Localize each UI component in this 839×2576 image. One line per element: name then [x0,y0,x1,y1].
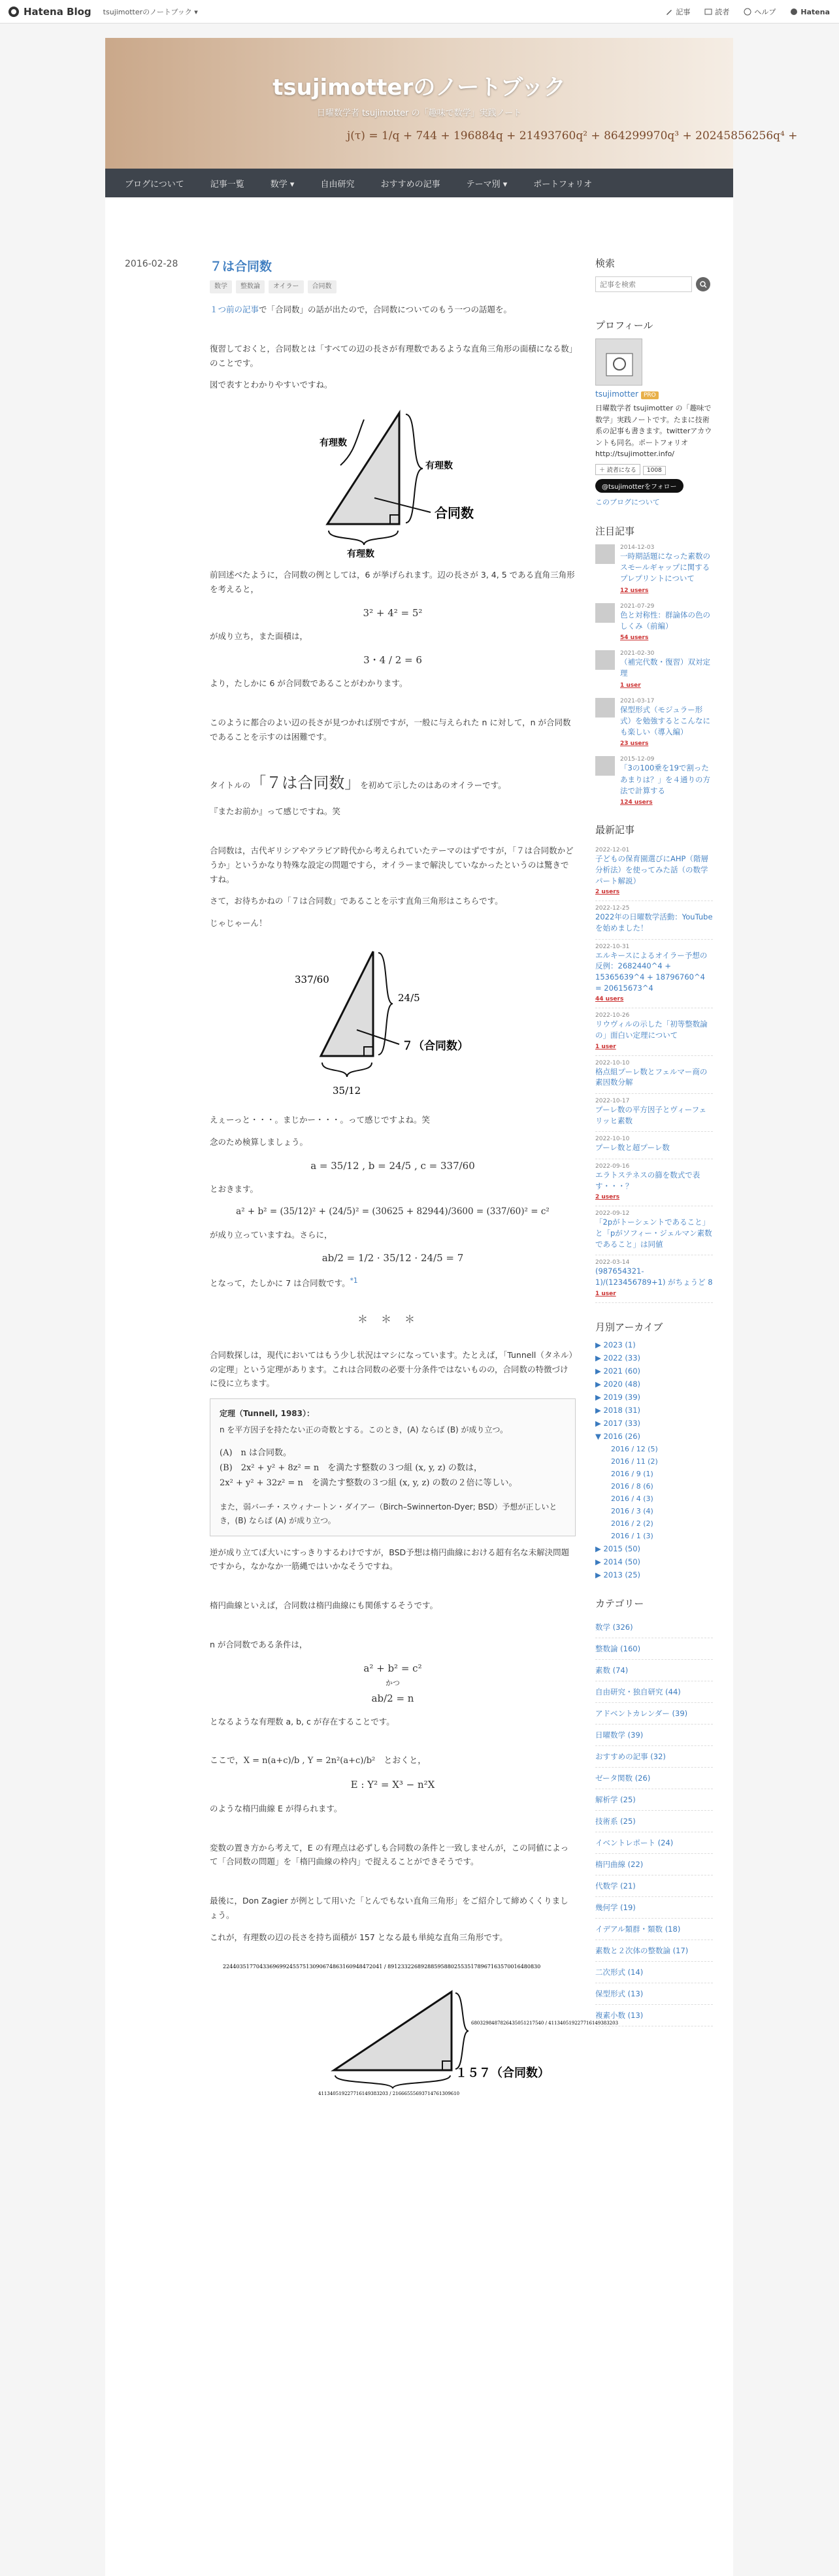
blog-header [105,38,798,169]
recent-users[interactable]: 44 users [595,996,624,1003]
recent-date: 2022-12-01 [595,847,630,854]
archive-month[interactable]: 2016 / 9 (1) [611,1469,653,1478]
archive-year-2016[interactable]: ▼ 2016 (26) [595,1431,641,1441]
category-item[interactable]: アドベントカレンダー (39) [595,1703,713,1725]
category-item[interactable]: 楕円曲線 (22) [595,1854,713,1875]
curve-paragraph: のような楕円曲線 E が得られます。 [210,1803,342,1813]
featured-item[interactable] [595,756,713,806]
theorem-lead: n を平方因子を持たない正の奇数とする。このとき，(A) ならば (B) が成り立つ。 [220,1425,508,1435]
nav-archive[interactable]: 記事一覧 [210,179,244,190]
archive-month[interactable]: 2016 / 2 (2) [611,1519,653,1528]
nav-about[interactable]: ブログについて [125,179,184,190]
recent-link[interactable]: エラトステネスの篩を数式で表す・・・？ [595,1170,700,1191]
jaan-paragraph: じゃじゃーん！ [210,918,267,929]
featured-item[interactable] [595,698,713,748]
recent-date: 2022-10-26 [595,1012,630,1019]
archive-year[interactable]: ▶ 2018 (31) [595,1405,641,1415]
category-item[interactable]: 複素小数 (13) [595,2005,713,2026]
zagier-paragraph: 最後に，Don Zagier が例として用いた「とんでもない直角三角形」をご紹介して締めくくりましょう。 [210,1896,568,1921]
tunnell-theorem-box [210,1398,576,1536]
category-section [595,1596,713,2026]
article-tags [210,280,576,293]
global-nav [105,169,733,197]
category-item[interactable]: 保型形式 (13) [595,1983,713,2005]
triangle-figure-7 [210,938,576,1108]
featured-users[interactable]: 12 users [620,587,649,594]
hatena-logo-icon [8,6,20,18]
figure-intro: 図で表すとわかりやすいですね。 [210,380,333,390]
topbar-actions [665,0,830,24]
archive-year[interactable]: ▶ 2019 (39) [595,1392,641,1402]
prev-article-link[interactable]: １つ前の記事 [210,304,259,314]
equation-sum-squares: a² + b² = (35/12)² + (24/5)² = (30625 + 82944)/3600 = (337/60)² = c² [236,1206,550,1217]
avatar-icon [596,339,643,386]
recent-users[interactable]: 2 users [595,1194,620,1201]
recent-link[interactable]: プーレ数の平方因子とヴィーフェリッヒ素数 [595,1104,707,1125]
search-module [595,276,713,292]
archive-year[interactable]: ▶ 2014 (50) [595,1557,641,1566]
featured-date: 2014-12-03 [620,544,655,551]
recent-item[interactable] [595,1056,713,1094]
title-pre: タイトルの [210,780,251,790]
bsd-paragraph: 逆が成り立てば大いにすっきりするわけですが，BSD予想は楕円曲線における超有名な未解決問題ですから，なかなか一筋縄ではいかなそうですね。 [210,1547,570,1572]
category-item[interactable]: 日曜数学 (39) [595,1725,713,1746]
rational-paragraph: となるような有理数 a, b, c が存在することです。 [210,1716,395,1726]
search-button[interactable] [696,277,710,291]
featured-thumb [595,650,615,670]
nav-recommended[interactable]: おすすめの記事 [380,179,440,190]
recent-item[interactable] [595,1159,713,1206]
category-item[interactable]: 数学 (326) [595,1617,713,1638]
archive-month[interactable]: 2016 / 12 (5) [611,1444,658,1453]
substitution-paragraph: ここで，X = n(a+c)/b , Y = 2n²(a+c)/b² とおくと， [210,1755,427,1766]
holds-paragraph: が成り立ち，また面積は， [210,631,308,642]
seven-text: となって，たしかに 7 は合同数です。 [210,1278,350,1288]
recent-users[interactable]: 2 users [595,889,620,896]
nav-themes[interactable]: テーマ別 ▾ [466,179,508,190]
fig1-area-label: 合同数 [435,505,474,521]
hatena-logo[interactable] [8,6,91,18]
featured-date: 2021-03-17 [620,697,655,704]
recent-date: 2022-10-10 [595,1136,630,1143]
archive-year[interactable]: ▶ 2013 (25) [595,1570,641,1579]
archive-year[interactable]: ▶ 2022 (33) [595,1353,641,1362]
featured-link[interactable]: （補完代数・復習）双対定理 [620,657,710,678]
category-item[interactable]: 素数と２次体の整数論 (17) [595,1940,713,1962]
category-item[interactable]: ゼータ関数 (26) [595,1768,713,1789]
recent-item[interactable] [595,1255,713,1302]
featured-date: 2015-12-09 [620,756,655,763]
check-paragraph: 念のため検算しましょう。 [210,1136,308,1147]
blog-description: 日曜数学者 tsujimotter の「趣味で数学」実践ノート [316,108,522,118]
hatena-account[interactable] [790,8,830,16]
write-post-action[interactable] [665,7,690,17]
title-big: 「７は合同数」 [250,773,361,792]
seven-paragraph [210,1275,576,1291]
tag-euler[interactable]: オイラー [269,280,304,293]
category-title: カテゴリー [595,1597,644,1610]
six-paragraph: より，たしかに 6 が合同数であることがわかります。 [210,678,408,689]
recent-item[interactable] [595,940,713,1009]
recent-date: 2022-03-14 [595,1259,630,1266]
equation-area-7: ab/2 = 1/2 · 35/12 · 24/5 = 7 [321,1252,464,1264]
equation-katsu: かつ [386,1679,400,1688]
pro-badge: PRO [641,391,659,399]
write-post-label: 記事 [676,8,691,16]
transform-paragraph: 変数の置き方から考えて，E の有理点は必ずしも合同数の条件と一致しませんが，この同値によって「合同数の問題」を「楕円曲線の枠内」で捉えることができそうです。 [210,1842,569,1867]
recent-date: 2022-09-12 [595,1210,630,1217]
category-item[interactable]: 素数 (74) [595,1660,713,1681]
content-area [105,197,733,2576]
about-blog-link[interactable]: このブログについて [595,497,660,506]
recent-section [595,823,713,1302]
tag-math[interactable]: 数学 [210,280,232,293]
blog-switcher[interactable]: tsujimotterのノートブック ▾ [103,7,198,16]
featured-item[interactable] [595,603,713,642]
fig2-bottom-label: 35/12 [333,1085,361,1097]
modern-paragraph: 合同数探しは，現代においてはもう少し状況はマシになっています。たとえば，「Tunnell（タネル）の定理」という定理があります。これは合同数の必要十分条件ではないものの，合同数の特徴づけに役に立ちます。 [210,1349,573,1389]
featured-thumb [595,756,615,776]
theorem-b: (B) 2x² + y² + 8z² = n を満たす整数の３つ組 (x, y, z) の数は， [220,1463,482,1474]
category-item[interactable]: 解析学 (25) [595,1789,713,1811]
hatena-user-icon [790,8,798,16]
recent-link[interactable]: プーレ数と超プーレ数 [595,1143,670,1153]
recent-link[interactable]: 子どもの保育園選びにAHP（階層分析法）を使ってみた話（の数学パート解説） [595,854,708,885]
profile-avatar[interactable] [595,339,642,386]
tag-congruent-number[interactable]: 合同数 [308,280,337,293]
fig2-right-label: 24/5 [398,992,420,1004]
reader-count: 1008 [643,466,666,475]
recent-link[interactable]: 格点組プーレ数とフェルマー商の素因数分解 [595,1066,708,1087]
equation-pythagoras: 3² + 4² = 5² [363,606,423,619]
category-item[interactable]: イデアル類群・類数 (18) [595,1919,713,1940]
recent-item[interactable] [595,901,713,939]
triangle-figure-157 [210,1953,619,2096]
blog-wrapper [105,38,798,2576]
category-item[interactable]: 代数学 (21) [595,1875,713,1897]
article-title[interactable]: ７は合同数 [210,259,272,274]
example-paragraph: 前回述べたように，合同数の例としては，6 が挙げられます。辺の長さが 3, 4, 5 である直角三角形を考えると， [210,570,575,594]
featured-date: 2021-07-29 [620,603,655,610]
reader-action[interactable] [704,7,729,17]
recent-item[interactable] [595,1094,713,1132]
recent-item[interactable] [595,1206,713,1255]
equation-area-6: 3・4 / 2 = 6 [363,654,422,666]
featured-link[interactable]: 「3の100乗を19で割ったあまりは？」を４通りの方法で計算する [620,763,710,795]
category-item[interactable]: イベントレポート (24) [595,1832,713,1854]
equation-cond-2: ab/2 = n [371,1692,414,1704]
recent-users[interactable]: 1 user [595,1290,616,1297]
reader-icon [704,8,712,16]
euler-paragraph: 『またお前か』って感じですね。笑 [210,806,341,816]
reader-label: 読者 [715,8,730,16]
wait-paragraph: さて，お待ちかねの「７は合同数」であることを示す直角三角形はこちらです。 [210,896,503,906]
recent-link[interactable]: リウヴィルの示した「初等整数論の」面白い定理について [595,1019,708,1040]
category-item[interactable]: 二次形式 (14) [595,1962,713,1983]
archive-year[interactable]: ▶ 2020 (48) [595,1379,641,1389]
recent-link[interactable]: 「2pがトーシェントであること」と「pがソフィー・ジェルマン素数であること」は同値 [595,1217,712,1249]
featured-section [595,524,713,806]
hatena-account-label: Hatena [800,7,830,16]
recent-date: 2022-09-16 [595,1163,630,1170]
sidebar [595,256,713,2026]
nav-math[interactable]: 数学 ▾ [270,179,295,190]
category-item[interactable]: 自由研究・独自研究 (44) [595,1681,713,1703]
equation-abc: a = 35/12 , b = 24/5 , c = 337/60 [310,1159,475,1172]
general-paragraph: このように都合のよい辺の長さが見つかれば別ですが，一般に与えられた n に対して，n が合同数であることを示すのは困難です。 [210,718,571,742]
nav-portfolio[interactable]: ポートフォリオ [533,179,593,190]
archive-section [595,1320,713,1579]
fig3-right-label: 6803298487826435051217540 / 411340519227716149383203 [471,2020,619,2026]
recent-link[interactable]: 2022年の日曜数学活動：YouTubeを始めました！ [595,912,713,933]
featured-thumb [595,603,615,623]
category-item[interactable]: 幾何学 (19) [595,1897,713,1919]
fig3-bottom-label: 411340519227716149383203 / 21666555693714761309610 [318,2090,460,2096]
equation-elliptic: E : Y² = X³ − n²X [350,1779,435,1791]
theorem-title: 定理（Tunnell, 1983）： [220,1409,314,1419]
featured-users[interactable]: 54 users [620,635,649,642]
recent-item[interactable] [595,1132,713,1159]
intro-rest: で「合同数」の話が出たので，合同数についてのもう一つの話題を。 [259,304,512,314]
featured-link[interactable]: 保型形式（モジュラー形式）を勉強するとこんなにも楽しい（導入編） [620,704,710,737]
archive-year[interactable]: ▶ 2017 (33) [595,1418,641,1428]
theorem-b2: 2x² + y² + 32z² = n を満たす整数の３つ組 (x, y, z) の数の２倍に等しい。 [220,1478,518,1488]
intro-paragraph [210,303,576,317]
hatena-logo-text: Hatena Blog [24,5,91,18]
footnote-link[interactable]: *1 [350,1276,358,1285]
elliptic-paragraph: 楕円曲線といえば，合同数は楕円曲線にも関係するそうです。 [210,1600,438,1611]
featured-link[interactable]: 色と対称性：群論体の色のしくみ（前編） [620,610,710,631]
equation-cond-1: a² + b² = c² [363,1662,422,1675]
profile-name[interactable]: tsujimotter [595,389,638,399]
featured-thumb [595,698,615,718]
category-item[interactable]: 技術系 (25) [595,1811,713,1832]
nav-research[interactable]: 自由研究 [320,179,355,190]
archive-month[interactable]: 2016 / 1 (3) [611,1531,653,1540]
triangle-figure-1 [210,400,576,563]
featured-date: 2021-02-30 [620,650,655,657]
recent-date: 2022-10-10 [595,1059,630,1066]
article-date[interactable]: 2016-02-28 [125,259,178,269]
featured-item[interactable] [595,650,713,689]
fig2-area-label: ７（合同数） [402,1040,469,1053]
category-item[interactable]: おすすめの記事 (32) [595,1746,713,1768]
help-action[interactable] [744,7,776,17]
featured-title: 注目記事 [595,525,635,537]
recent-item[interactable] [595,843,713,901]
help-icon [744,8,751,16]
title-post: を初めて示したのはあのオイラーです。 [360,780,506,790]
archive-year[interactable]: ▶ 2023 (1) [595,1340,636,1349]
archive-month[interactable]: 2016 / 11 (2) [611,1457,658,1466]
archive-month[interactable]: 2016 / 4 (3) [611,1494,653,1503]
featured-link[interactable]: 一時期話題になった素数のスモールギャップに関するプレプリントについて [620,551,710,584]
fig1-leg2-label: 有理数 [425,461,453,472]
twitter-follow-button[interactable]: @tsujimotterをフォロー [595,479,683,493]
profile-title: プロフィール [595,320,653,331]
featured-thumb [595,544,615,564]
fig1-hyp-label: 有理数 [320,438,347,449]
help-label: ヘルプ [754,8,776,16]
featured-users[interactable]: 23 users [620,740,649,748]
review-paragraph: 復習しておくと，合同数とは「すべての辺の長さが有理数であるような直角三角形の面積になる数」のことです。 [210,343,574,368]
archive-year[interactable]: ▶ 2021 (60) [595,1366,641,1376]
recent-date: 2022-10-17 [595,1097,630,1104]
fig1-leg1-label: 有理数 [347,549,374,560]
section-stars: ＊＊＊ [357,1312,428,1325]
recent-item[interactable] [595,1008,713,1055]
profile-text: 日曜数学者 tsujimotter の「趣味で数学」実践ノートです。たまに技術系の記事も書きます。twitterアカウントも同名。ポートフォリオ http://tsujimotter.info/ [595,404,712,459]
blog-title[interactable]: tsujimotterのノートブック [272,74,566,101]
tag-number-theory[interactable]: 整数論 [236,280,265,293]
search-input[interactable] [595,276,692,292]
hatena-topbar [0,0,839,24]
fig3-left-label: 224403517704336969924557513090674863160948472041 / 8912332268928859588025535178967163570016480830 [223,1963,541,1970]
pencil-icon [665,8,673,16]
featured-users[interactable]: 1 user [620,682,641,689]
theorem-note: また，弱バーチ・スウィナートン・ダイアー（Birch–Swinnerton-Dyer; BSD）予想が正しいとき，(B) ならば (A) が成り立つ。 [220,1502,557,1525]
history-paragraph: 合同数は，古代ギリシアやアラビア時代から考えられていたテーマのはずですが，「７は合同数かどうか」というかなり特殊な設定の問題ですら，オイラーまで解決していなかったというのは驚きですね。 [210,845,574,884]
header-formula: j(τ) = 1/q + 744 + 196884q + 21493760q² + 864299970q³ + 20245856256q⁴ + [347,129,798,142]
recent-users[interactable]: 1 user [595,1043,616,1050]
archive-month[interactable]: 2016 / 8 (6) [611,1481,653,1491]
profile-name-row [595,389,713,399]
featured-users[interactable]: 124 users [620,799,653,806]
subscribe-button[interactable]: ＋ 読者になる [595,464,640,475]
recent-date: 2022-12-25 [595,905,630,912]
recent-title: 最新記事 [595,824,635,836]
condition-paragraph: n が合同数である条件は， [210,1640,308,1650]
title-paragraph [210,769,576,797]
theorem-a: (A) n は合同数。 [220,1448,292,1459]
then-paragraph: とおきます。 [210,1184,259,1194]
archive-month[interactable]: 2016 / 3 (4) [611,1506,653,1515]
featured-item[interactable] [595,544,713,594]
recent-link[interactable]: (987654321-1)/(123456789+1) がちょうど 8 [595,1266,713,1287]
search-title: 検索 [595,257,616,269]
reader-row [595,464,713,475]
fig3-area-label: １５７（合同数） [455,2066,550,2080]
category-item[interactable]: 整数論 (160) [595,1638,713,1660]
fig2-left-label: 337/60 [295,974,329,986]
area-157-paragraph: これが，有理数の辺の長さを持ち面積が 157 となる最も単純な直角三角形です。 [210,1932,508,1943]
ee-paragraph: えぇーっと・・・。まじかー・・・。って感じですよね。笑 [210,1115,431,1125]
recent-date: 2022-10-31 [595,943,630,950]
holds2-paragraph: が成り立っていますね。さらに， [210,1229,333,1240]
archive-title: 月別アーカイブ [595,1321,663,1333]
recent-link[interactable]: エルキースによるオイラー予想の反例：2682440^4 + 15365639^4 + 18796760^4 = 20615673^4 [595,950,708,993]
search-icon [700,281,707,288]
archive-year[interactable]: ▶ 2015 (50) [595,1544,641,1553]
